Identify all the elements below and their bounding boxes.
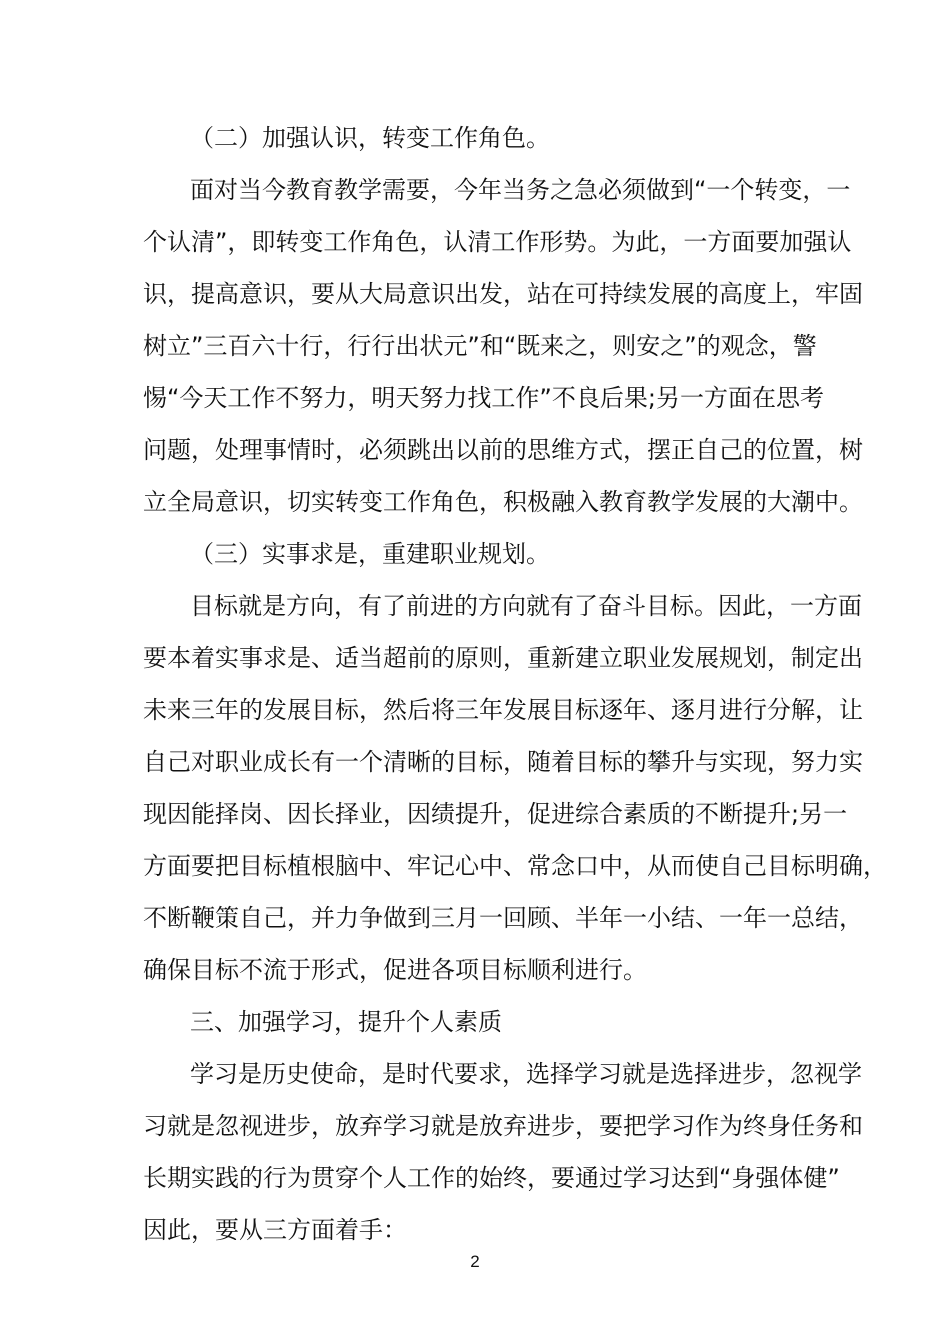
paragraph-line: 要本着实事求是、适当超前的原则，重新建立职业发展规划，制定出 (143, 644, 863, 672)
paragraph-line: 识，提高意识，要从大局意识出发，站在可持续发展的高度上，牢固 (143, 280, 863, 308)
paragraph-line: 树立”三百六十行，行行出状元”和“既来之，则安之”的观念，警 (143, 332, 817, 360)
paragraph-line: 自己对职业成长有一个清晰的目标，随着目标的攀升与实现，努力实 (143, 748, 863, 776)
section-heading-2: （二）加强认识，转变工作角色。 (190, 124, 550, 152)
chapter-heading: 三、加强学习，提升个人素质 (190, 1008, 502, 1036)
paragraph-line: 个认清”，即转变工作角色，认清工作形势。为此，一方面要加强认 (143, 228, 852, 256)
paragraph-line: 不断鞭策自己，并力争做到三月一回顾、半年一小结、一年一总结， (143, 904, 863, 932)
paragraph-line: 目标就是方向，有了前进的方向就有了奋斗目标。因此，一方面 (190, 592, 862, 620)
paragraph-line: 学习是历史使命，是时代要求，选择学习就是选择进步，忽视学 (190, 1060, 862, 1088)
section-heading-3: （三）实事求是，重建职业规划。 (190, 540, 550, 568)
paragraph-line: 惕“今天工作不努力，明天努力找工作”不良后果;另一方面在思考 (143, 384, 824, 412)
paragraph-line: 方面要把目标植根脑中、牢记心中、常念口中，从而使自己目标明确， (143, 852, 887, 880)
paragraph-line: 习就是忽视进步，放弃学习就是放弃进步，要把学习作为终身任务和 (143, 1112, 863, 1140)
paragraph-line: 长期实践的行为贯穿个人工作的始终，要通过学习达到“身强体健” (143, 1164, 840, 1192)
paragraph-line: 未来三年的发展目标，然后将三年发展目标逐年、逐月进行分解，让 (143, 696, 863, 724)
paragraph-line: 现因能择岗、因长择业，因绩提升，促进综合素质的不断提升;另一 (143, 800, 848, 828)
paragraph-line: 确保目标不流于形式，促进各项目标顺利进行。 (143, 956, 647, 984)
paragraph-line: 因此，要从三方面着手： (143, 1216, 407, 1244)
paragraph-line: 面对当今教育教学需要，今年当务之急必须做到“一个转变，一 (190, 176, 851, 204)
paragraph-line: 问题，处理事情时，必须跳出以前的思维方式，摆正自己的位置，树 (143, 436, 863, 464)
page-number: 2 (470, 1252, 480, 1271)
paragraph-line: 立全局意识，切实转变工作角色，积极融入教育教学发展的大潮中。 (143, 488, 863, 516)
